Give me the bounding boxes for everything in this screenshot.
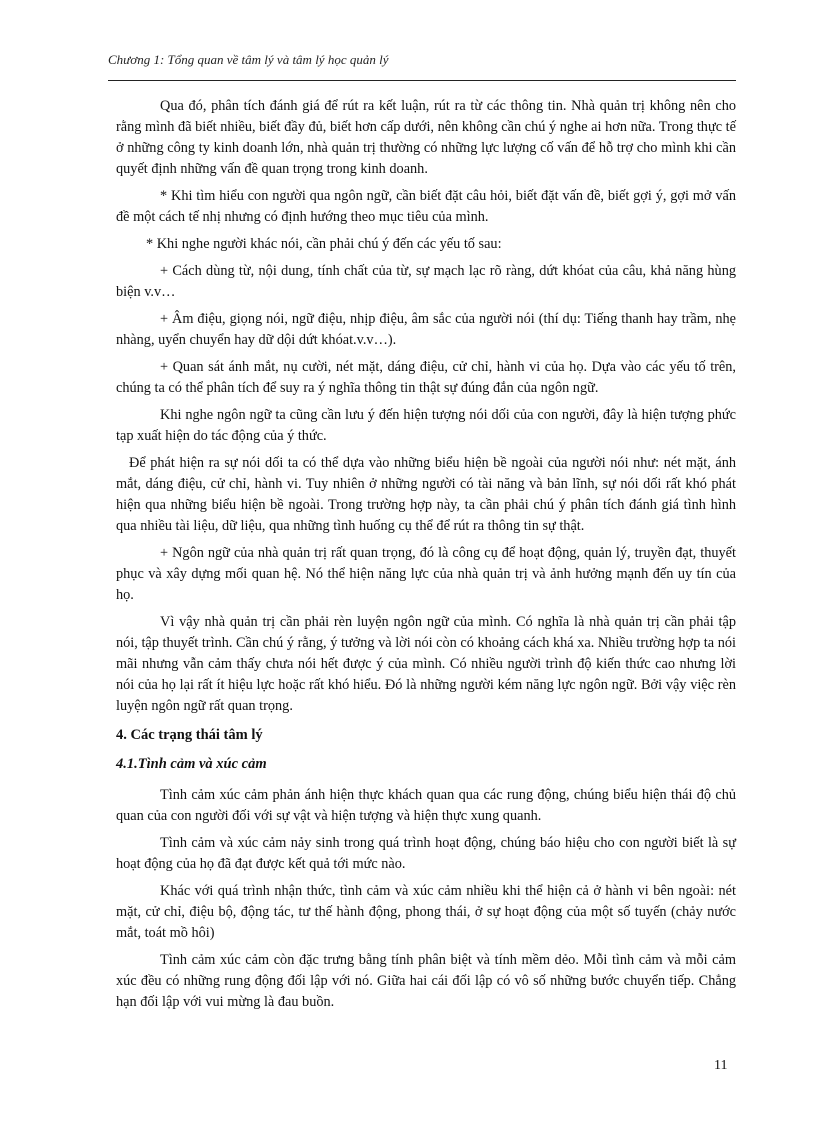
paragraph: Khác với quá trình nhận thức, tình cảm và xúc cảm nhiều khi thể hiện cả ở hành vi bên ngoài: nét mặt, cử chỉ, điệu bộ, động tác, tư thế hành động, phong thái, ở sự hoạt động của một số tuyến (chảy nước mắt, toát mồ hôi) xyxy=(116,883,736,941)
paragraph: Khi nghe ngôn ngữ ta cũng cần lưu ý đến hiện tượng nói dối của con người, đây là hiện tượng phức tạp xuất hiện do tác động của ý thức. xyxy=(116,407,736,444)
page-number: 11 xyxy=(714,1058,728,1073)
paragraph: + Ngôn ngữ của nhà quản trị rất quan trọng, đó là công cụ để hoạt động, quản lý, truyền đạt, thuyết phục và xây dựng mối quan hệ. Nó thể hiện năng lực của nhà quản trị và ảnh hưởng mạnh đến uy tín của họ. xyxy=(116,545,736,603)
paragraph: + Âm điệu, giọng nói, ngữ điệu, nhịp điệu, âm sắc của người nói (thí dụ: Tiếng thanh hay trầm, nhẹ nhàng, uyển chuyển hay dữ dội dứt khóat.v.v…). xyxy=(116,311,736,348)
section-heading: 4. Các trạng thái tâm lý xyxy=(116,727,263,743)
paragraph: Vì vậy nhà quản trị cần phải rèn luyện ngôn ngữ của mình. Có nghĩa là nhà quản trị cần phải tập nói, tập thuyết trình. Cần chú ý rằng, ý tưởng và lời nói còn có khoảng cách khá xa. Nhiều trường hợp ta nói mãi nhưng vẫn cảm thấy chưa nói hết được ý của mình. Có nhiều người trình độ kiến thức cao nhưng lời nói của họ lại rất ít hiệu lực hoặc rất khó hiểu. Đó là những người kém năng lực ngôn ngữ. Bởi vậy việc rèn luyện ngôn ngữ rất quan trọng. xyxy=(116,614,736,714)
page-body xyxy=(116,96,736,1019)
paragraph: * Khi tìm hiểu con người qua ngôn ngữ, cần biết đặt câu hỏi, biết đặt vấn đề, biết gợi ý, gợi mở vấn đề một cách tế nhị nhưng có định hướng theo mục tiêu của mình. xyxy=(116,188,736,225)
paragraph: Tình cảm xúc cảm phản ánh hiện thực khách quan qua các rung động, chúng biểu hiện thái độ chủ quan của con người đối với sự vật và hiện tượng và hiện thực xung quanh. xyxy=(116,787,736,824)
running-header: Chương 1: Tổng quan về tâm lý và tâm lý học quản lý xyxy=(108,52,389,67)
paragraph: Qua đó, phân tích đánh giá để rút ra kết luận, rút ra từ các thông tin. Nhà quản trị không nên cho rằng mình đã biết nhiều, biết đầy đủ, biết hơn cấp dưới, nên không cần chú ý nghe ai hơn nữa. Trong thực tế ở những công ty kinh doanh lớn, nhà quản trị thường có những lực lượng cố vấn để hỗ trợ cho mình khi cần quyết định những vấn đề quan trọng trong kinh doanh. xyxy=(116,98,736,177)
paragraph: + Cách dùng từ, nội dung, tính chất của từ, sự mạch lạc rõ ràng, dứt khóat của câu, khả năng hùng biện v.v… xyxy=(116,263,736,300)
paragraph: * Khi nghe người khác nói, cần phải chú ý đến các yếu tố sau: xyxy=(146,236,502,252)
header-rule xyxy=(108,80,736,81)
paragraph: Tình cảm xúc cảm còn đặc trưng bằng tính phân biệt và tính mềm dẻo. Mỗi tình cảm và mỗi cảm xúc đều có những rung động đối lập với nó. Giữa hai cái đối lập có vô số những bước chuyển tiếp. Chẳng hạn đối lập với vui mừng là đau buồn. xyxy=(116,952,736,1010)
paragraph: Để phát hiện ra sự nói dối ta có thể dựa vào những biểu hiện bề ngoài của người nói như: nét mặt, ánh mắt, dáng điệu, cử chỉ, hành vi. Tuy nhiên ở những người có tài năng và bản lĩnh, sự nói dối rất khó phát hiện qua những biểu hiện bề ngoài. Trong trường hợp này, ta cần phải chú ý phân tích đánh giá tình hình qua nhiều tài liệu, dữ liệu, qua những tình huống cụ thể để rút ra thông tin sự thật. xyxy=(116,455,736,534)
paragraph: + Quan sát ánh mắt, nụ cười, nét mặt, dáng điệu, cử chỉ, hành vi của họ. Dựa vào các yếu tố trên, chúng ta có thể phân tích để suy ra ý nghĩa thông tin thật sự đúng đắn của ngôn ngữ. xyxy=(116,359,736,396)
paragraph: Tình cảm và xúc cảm nảy sinh trong quá trình hoạt động, chúng báo hiệu cho con người biết là sự hoạt động của họ đã đạt được kết quả tới mức nào. xyxy=(116,835,736,872)
subsection-heading: 4.1.Tình cảm và xúc cảm xyxy=(116,756,267,772)
